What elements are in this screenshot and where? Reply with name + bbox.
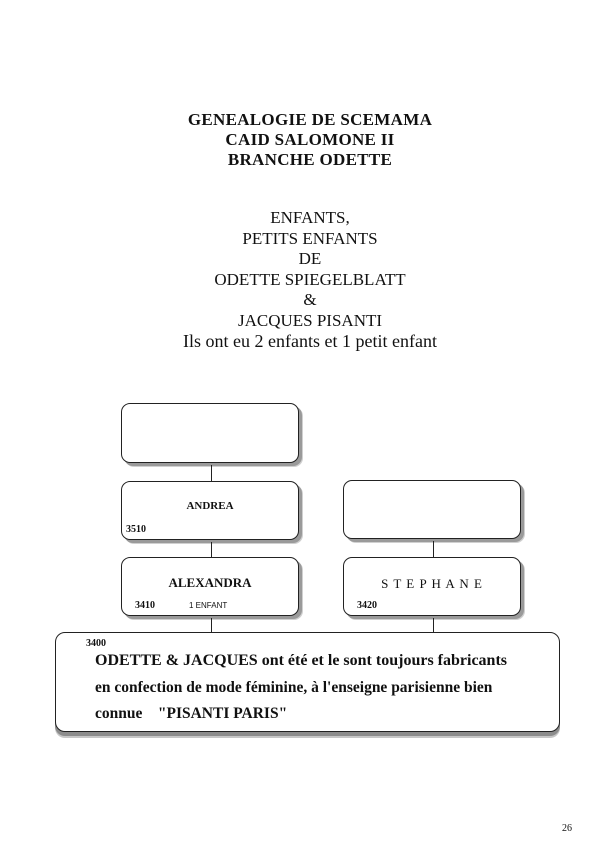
- empty-box-top-left: [121, 403, 299, 463]
- document-subtitle: [0, 208, 600, 352]
- alexandra-name: ALEXANDRA: [168, 575, 252, 590]
- title-line-1: GENEALOGIE DE SCEMAMA: [187, 110, 433, 129]
- parents-number: 3400: [86, 638, 106, 649]
- info-line-3: connue "PISANTI PARIS": [95, 705, 288, 722]
- alexandra-box: [121, 557, 299, 616]
- info-line-2: en confection de mode féminine, à l'enseigne parisienne bien: [95, 679, 493, 696]
- children-summary: Ils ont eu 2 enfants et 1 petit enfant: [183, 331, 437, 351]
- subtitle-line-3: DE: [298, 249, 322, 268]
- andrea-number: 3510: [126, 524, 146, 535]
- connector-line: [211, 618, 212, 633]
- empty-box-right: [343, 480, 521, 539]
- page-number: 26: [562, 823, 572, 834]
- alexandra-number: 3410: [135, 600, 155, 611]
- subtitle-line-6: JACQUES PISANTI: [237, 310, 383, 330]
- subtitle-line-5: &: [303, 290, 317, 309]
- connector-line: [433, 541, 434, 557]
- connector-line: [211, 542, 212, 557]
- parents-info-box: [55, 632, 560, 732]
- andrea-box: [121, 481, 299, 540]
- subtitle-line-4: ODETTE SPIEGELBLATT: [214, 269, 406, 289]
- andrea-name: ANDREA: [186, 500, 234, 512]
- alexandra-children-note: 1 ENFANT: [189, 601, 228, 610]
- document-title: [0, 110, 600, 170]
- stephane-number: 3420: [357, 600, 377, 611]
- title-line-2: CAID SALOMONE II: [225, 130, 395, 149]
- stephane-name: S T E P H A N E: [381, 576, 483, 591]
- title-line-3: BRANCHE ODETTE: [227, 150, 393, 169]
- info-line-1: ODETTE & JACQUES ont été et le sont toujours fabricants: [95, 652, 507, 669]
- connector-line: [433, 618, 434, 633]
- stephane-box: [343, 557, 521, 616]
- subtitle-line-2: PETITS ENFANTS: [242, 228, 378, 248]
- connector-line: [211, 465, 212, 481]
- subtitle-line-1: ENFANTS,: [270, 208, 350, 227]
